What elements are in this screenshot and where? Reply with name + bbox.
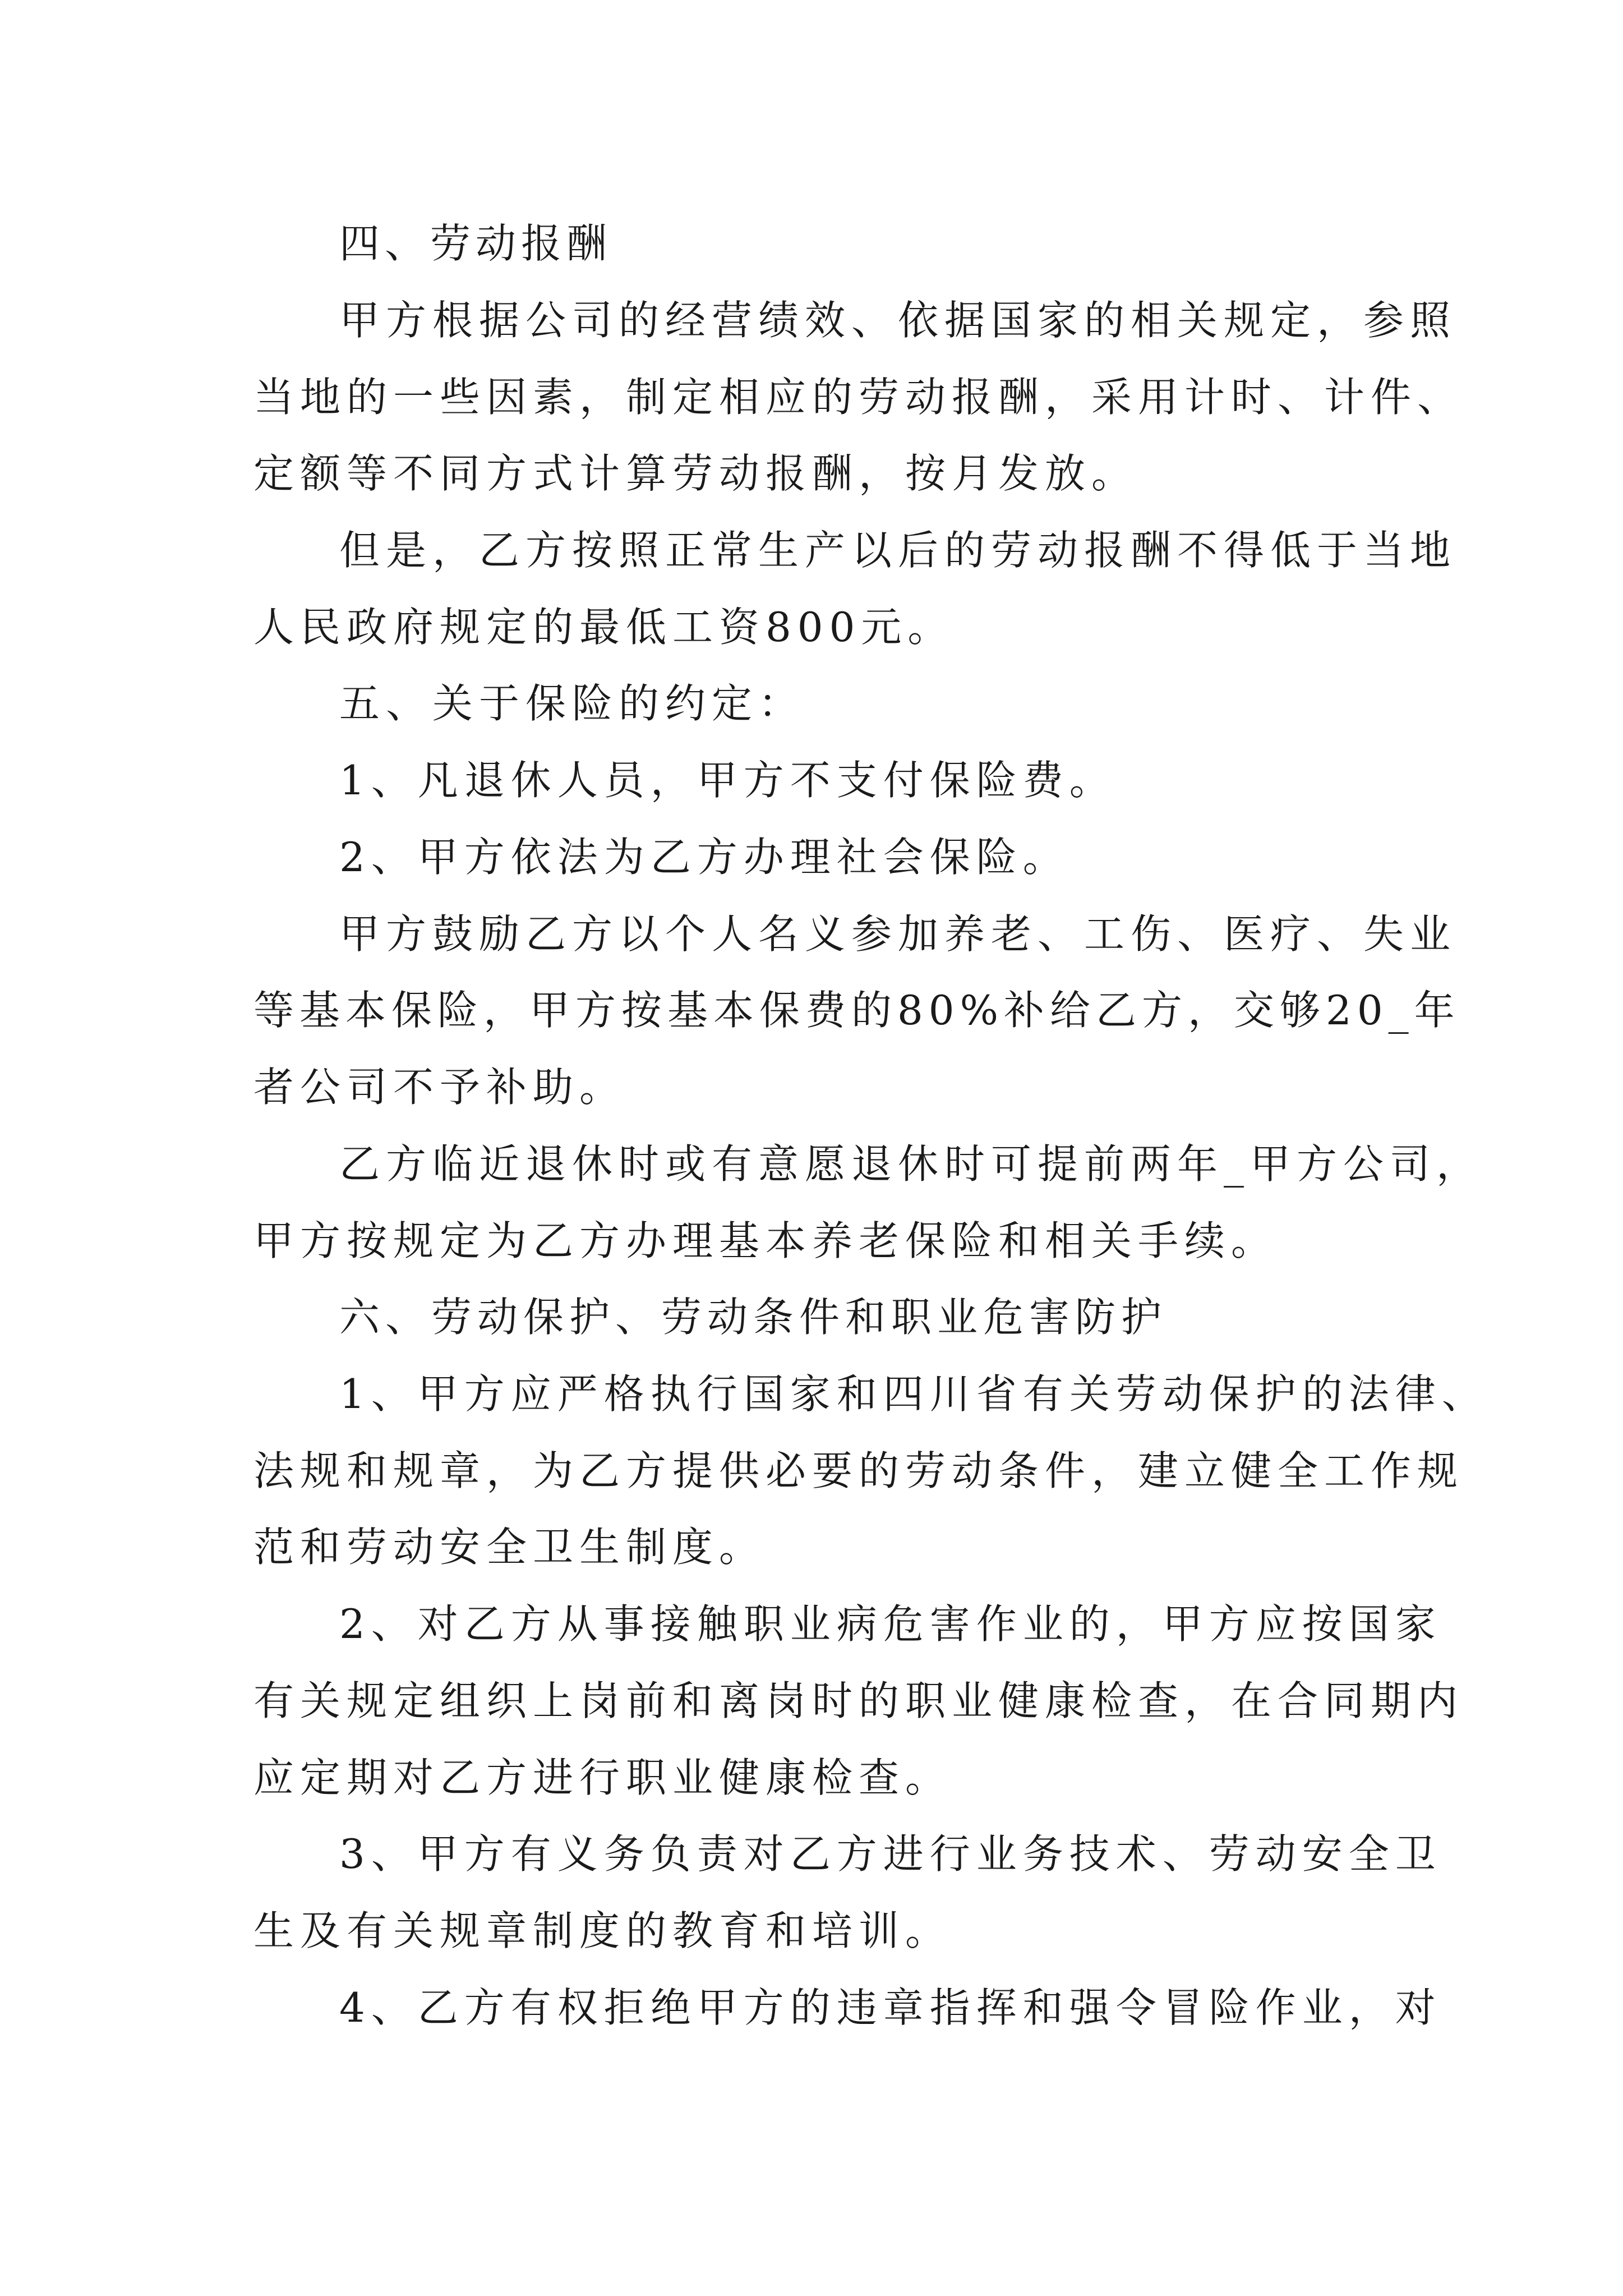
section-heading-insurance: 五、关于保险的约定： [339, 680, 805, 727]
list-item: 1、凡退休人员，甲方不支付保险费。 [339, 757, 1116, 804]
section-heading-labor-protection: 六、劳动保护、劳动条件和职业危害防护 [339, 1294, 1168, 1341]
paragraph-line: 甲方根据公司的经营绩效、依据国家的相关规定，参照 [339, 297, 1457, 344]
paragraph-line: 有关规定组织上岗前和离岗时的职业健康检查，在合同期内 [253, 1677, 1464, 1724]
paragraph-line: 人民政府规定的最低工资800元。 [253, 604, 955, 651]
section-heading-labor-remuneration: 四、劳动报酬 [339, 220, 612, 267]
paragraph-line: 甲方按规定为乙方办理基本养老保险和相关手续。 [253, 1217, 1278, 1264]
paragraph-line: 但是，乙方按照正常生产以后的劳动报酬不得低于当地 [339, 527, 1457, 574]
list-item: 1、甲方应严格执行国家和四川省有关劳动保护的法律、 [339, 1370, 1488, 1418]
list-item: 2、甲方依法为乙方办理社会保险。 [339, 834, 1069, 881]
list-item: 4、乙方有权拒绝甲方的违章指挥和强令冒险作业，对 [339, 1984, 1442, 2031]
paragraph-line: 应定期对乙方进行职业健康检查。 [253, 1754, 952, 1801]
paragraph-line: 定额等不同方式计算劳动报酬，按月发放。 [253, 450, 1138, 497]
paragraph-line: 乙方临近退休时或有意愿退休时可提前两年_甲方公司， [339, 1140, 1483, 1188]
paragraph-line: 法规和规章，为乙方提供必要的劳动条件，建立健全工作规 [253, 1447, 1464, 1494]
paragraph-line: 等基本保险，甲方按基本保费的80%补给乙方，交够20_年 [253, 987, 1460, 1034]
paragraph-line: 者公司不予补助。 [253, 1064, 626, 1111]
list-item: 3、甲方有义务负责对乙方进行业务技术、劳动安全卫 [339, 1830, 1442, 1878]
paragraph-line: 甲方鼓励乙方以个人名义参加养老、工伤、医疗、失业 [339, 910, 1457, 958]
paragraph-line: 生及有关规章制度的教育和培训。 [253, 1907, 952, 1954]
list-item: 2、对乙方从事接触职业病危害作业的，甲方应按国家 [339, 1600, 1442, 1648]
paragraph-line: 范和劳动安全卫生制度。 [253, 1524, 766, 1571]
paragraph-line: 当地的一些因素，制定相应的劳动报酬，采用计时、计件、 [253, 374, 1464, 421]
